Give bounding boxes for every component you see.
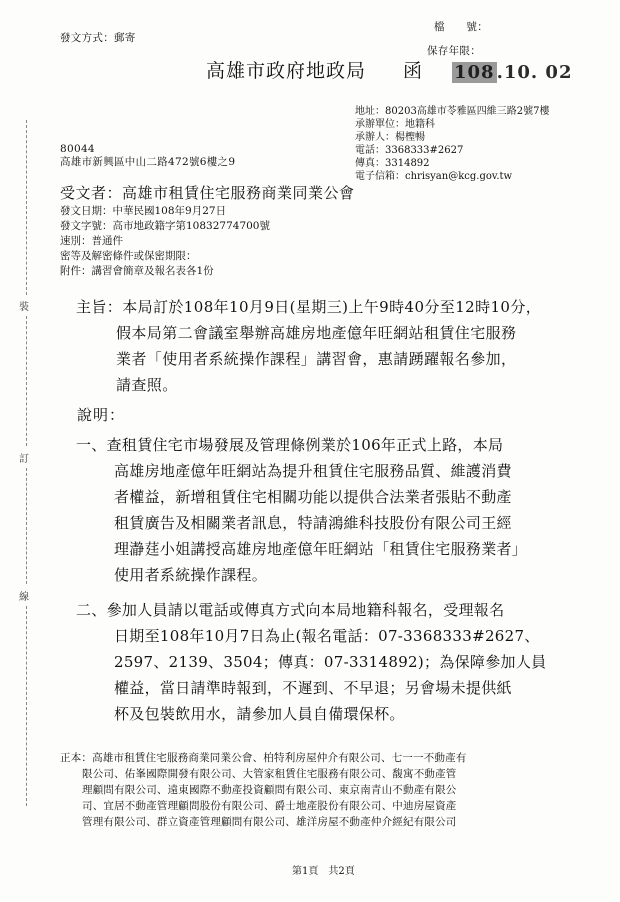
security-level: 密等及解密條件或保密期限： (60, 250, 197, 262)
handling-unit: 承辦單位：地籍科 (355, 119, 435, 130)
description-line: 租賃廣告及相關業者訊息，特請鴻維科技股份有限公司王經 (114, 514, 512, 532)
binding-line-segment (26, 120, 27, 295)
recipient-postal-code: 80044 (60, 143, 95, 155)
agency-address: 地址：80203高雄市苓雅區四維三路2號7樓 (355, 106, 550, 117)
subject-line: 業者「使用者系統操作課程」講習會，惠請踴躍報名參加， (116, 350, 517, 368)
attachment: 附件：講習會簡章及報名表各1份 (60, 265, 214, 277)
document-number: 發文字號：高市地政籍字第10832774700號 (60, 220, 270, 232)
recipient: 受文者：高雄市租賃住宅服務商業同業公會 (60, 184, 355, 202)
received-date-stamp (452, 62, 572, 84)
cc-line: 限公司、佑峯國際開發有限公司、大管家租賃住宅服務有限公司、馥寓不動產管 (82, 768, 457, 780)
description-line: 權益，當日請準時報到，不遲到、不早退；另會場未提供紙 (114, 679, 512, 697)
file-number-label: 檔 號： (434, 21, 488, 33)
send-method: 發文方式：郵寄 (60, 32, 136, 44)
binding-line-segment (26, 468, 27, 584)
subject-section (76, 294, 596, 398)
retention-period-label: 保存年限： (427, 45, 481, 57)
document-meta (60, 204, 270, 279)
description-label: 說明： (77, 406, 126, 424)
description-line: 高雄房地產億年旺網站為提升租賃住宅服務品質、維護消費 (114, 462, 512, 480)
issuing-agency: 高雄市政府地政局 (206, 60, 367, 82)
original-recipients (60, 750, 620, 830)
binding-mark-bottom: 線 (19, 592, 29, 603)
description-line: 2597、2139、3504；傳真：07-3314892)；為保障參加人員 (114, 653, 547, 671)
cc-line: 司、宜居不動產管理顧問股份有限公司、爵士地產股份有限公司、中迪房屋資產 (82, 800, 457, 812)
subject-line: 主旨：本局訂於108年10月9日(星期三)上午9時40分至12時10分， (76, 298, 542, 316)
cc-line: 正本：高雄市租賃住宅服務商業同業公會、柏特利房屋仲介有限公司、七一一不動產有 (60, 752, 467, 764)
description-line: 日期至108年10月7日為止(報名電話：07-3368333#2627、 (114, 627, 540, 645)
date-stamp-prefix: 108 (454, 62, 495, 83)
cc-line: 管理有限公司、群立資產管理顧問有限公司、雄洋房屋不動產仲介經紀有限公司 (82, 816, 457, 828)
binding-line-segment (26, 316, 27, 446)
binding-mark-top: 裝 (19, 302, 29, 313)
document-type: 函 (403, 60, 423, 82)
binding-line-segment (26, 606, 27, 806)
description-line: 二、參加人員請以電話或傳真方式向本局地籍科報名，受理報名 (76, 601, 505, 619)
description-item-1 (76, 432, 616, 588)
page-number: 第1頁 共2頁 (292, 866, 355, 877)
handler: 承辦人：楊檉暢 (355, 132, 425, 143)
description-line: 杯及包裝飲用水，請參加人員自備環保杯。 (114, 705, 405, 723)
recipient-address: 高雄市新興區中山二路472號6樓之9 (60, 156, 236, 168)
email: 電子信箱：chrisyan@kcg.gov.tw (355, 171, 513, 182)
fax: 傳真：3314892 (355, 158, 430, 169)
description-line: 使用者系統操作課程。 (114, 566, 268, 584)
contact-block (355, 105, 615, 183)
delivery-speed: 速別：普通件 (60, 235, 123, 247)
description-line: 理瀞莛小姐講授高雄房地產億年旺網站「租賃住宅服務業者」 (114, 540, 528, 558)
cc-line: 理顧問有限公司、遠東國際不動產投資顧問有限公司、東京南青山不動產有限公 (82, 784, 457, 796)
binding-mark-middle: 訂 (19, 454, 29, 465)
description-item-2 (76, 597, 616, 727)
subject-line: 假本局第二會議室舉辦高雄房地產億年旺網站租賃住宅服務 (116, 324, 517, 342)
date-stamp-text: .10. 02 (496, 62, 573, 83)
phone: 電話：3368333#2627 (355, 145, 464, 156)
description-line: 一、查租賃住宅市場發展及管理條例業於106年正式上路，本局 (76, 436, 504, 454)
description-line: 者權益，新增租賃住宅相關功能以提供合法業者張貼不動產 (114, 488, 512, 506)
issue-date: 發文日期：中華民國108年9月27日 (60, 205, 227, 217)
subject-line: 請查照。 (116, 376, 178, 394)
